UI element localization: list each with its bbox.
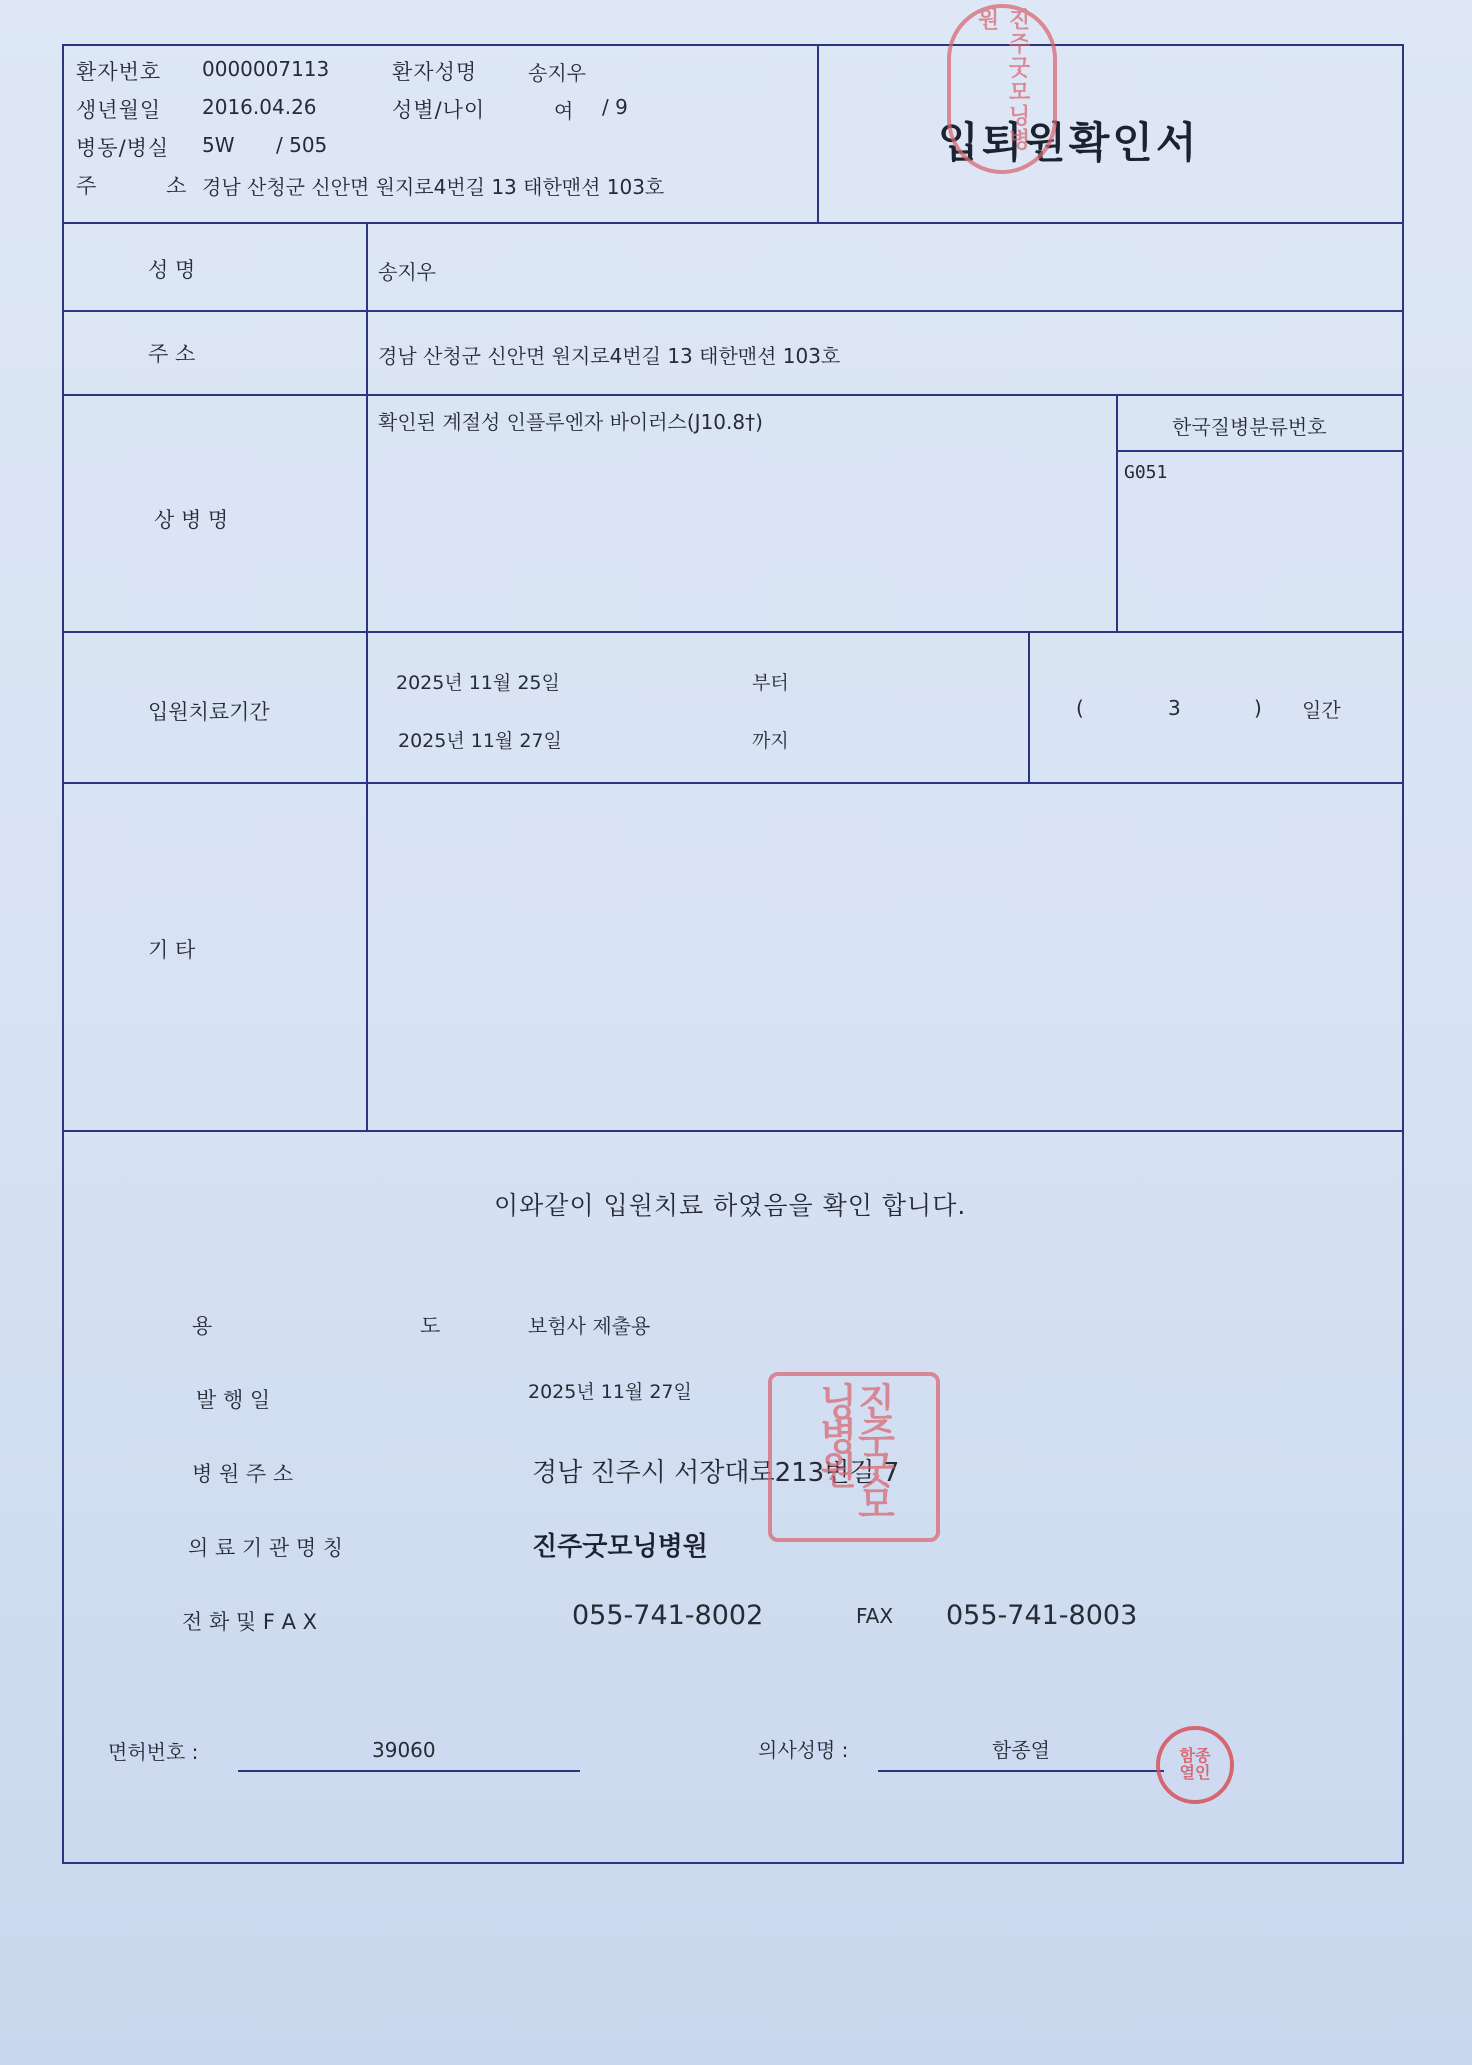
- days-suffix: 일간: [1302, 698, 1341, 722]
- hospital-seal-stamp: [768, 1372, 940, 1542]
- rule: [62, 1130, 1404, 1132]
- doctor-label: 의사성명 :: [758, 1738, 849, 1762]
- birth-label: 생년월일: [76, 98, 162, 122]
- from-date: 2025년 11월 25일: [396, 672, 560, 694]
- hospital-address-label: 병 원 주 소: [192, 1462, 294, 1486]
- disease-label: 상 병 명: [154, 508, 229, 532]
- name-label: 성 명: [148, 258, 196, 282]
- hospital-address: 경남 진주시 서장대로213번길 7: [532, 1458, 900, 1488]
- doctor-name: 함종열: [992, 1738, 1050, 1762]
- document-sheet: [62, 8, 1404, 1864]
- rule: [62, 310, 1404, 312]
- ward-label: 병동/병실: [76, 136, 170, 160]
- top-seal-text: 진주굿모닝병원: [974, 8, 1030, 152]
- license-underline: [238, 1770, 580, 1772]
- to-suffix: 까지: [752, 730, 789, 752]
- sex: 여: [554, 99, 574, 123]
- address-value: 경남 산청군 신안면 원지로4번길 13 태한맨션 103호: [378, 344, 841, 368]
- document-title: 입퇴원확인서: [938, 118, 1200, 167]
- days-value: 3: [1168, 696, 1181, 720]
- outer-border: [62, 44, 1404, 1864]
- ward: 5W: [202, 133, 235, 157]
- rule: [62, 631, 1404, 633]
- label-divider: [366, 222, 368, 1132]
- address-label-a: 주: [76, 174, 98, 198]
- patient-name: 송지우: [528, 61, 586, 85]
- patient-name-label: 환자성명: [392, 60, 478, 84]
- issue-date: 2025년 11월 27일: [528, 1381, 692, 1403]
- to-date: 2025년 11월 27일: [398, 730, 562, 752]
- rule: [62, 394, 1404, 396]
- name-value: 송지우: [378, 260, 436, 284]
- code-rule: [1116, 450, 1404, 452]
- purpose-label-b: 도: [420, 1314, 441, 1338]
- issue-date-label: 발 행 일: [196, 1388, 271, 1412]
- room: / 505: [276, 133, 328, 157]
- purpose-label-a: 용: [192, 1314, 213, 1338]
- patient-no: 0000007113: [202, 57, 330, 81]
- code-divider: [1116, 394, 1118, 632]
- doctor-seal-text: 함종열인: [1179, 1746, 1211, 1782]
- address-label-b: 소: [166, 174, 188, 198]
- from-suffix: 부터: [752, 672, 789, 694]
- birth-date: 2016.04.26: [202, 95, 317, 119]
- days-divider: [1028, 631, 1030, 783]
- fax-label: FAX: [856, 1604, 894, 1628]
- rule: [62, 222, 1404, 224]
- header-address: 경남 산청군 신안면 원지로4번길 13 태한맨션 103호: [202, 175, 665, 199]
- confirm-statement: 이와같이 입원치료 하였음을 확인 합니다.: [494, 1191, 967, 1220]
- hospital-seal-text: 진주굿모닝병원: [813, 1382, 895, 1518]
- days-close: ): [1254, 696, 1262, 720]
- top-seal-stamp: [947, 4, 1057, 174]
- etc-label: 기 타: [148, 938, 196, 962]
- age: / 9: [602, 95, 628, 119]
- code-label: 한국질병분류번호: [1172, 415, 1327, 439]
- patient-no-label: 환자번호: [76, 60, 162, 84]
- license-number: 39060: [372, 1738, 436, 1762]
- days-open: (: [1076, 696, 1084, 720]
- tel-number: 055-741-8002: [572, 1600, 764, 1631]
- hospital-name: 진주굿모닝병원: [532, 1532, 708, 1562]
- fax-number: 055-741-8003: [946, 1600, 1138, 1631]
- doctor-seal-stamp: [1156, 1726, 1234, 1804]
- disease-value: 확인된 계절성 인플루엔자 바이러스(J10.8†): [378, 410, 763, 434]
- sex-age-label: 성별/나이: [392, 98, 486, 122]
- code-value: G051: [1124, 462, 1168, 483]
- license-label: 면허번호 :: [108, 1740, 199, 1764]
- tel-fax-label: 전 화 및 F A X: [182, 1610, 318, 1634]
- period-label: 입원치료기간: [148, 700, 270, 724]
- purpose-value: 보험사 제출용: [528, 1314, 651, 1338]
- doctor-underline: [878, 1770, 1164, 1772]
- rule: [62, 782, 1404, 784]
- hospital-name-label: 의 료 기 관 명 칭: [188, 1536, 344, 1560]
- address-label: 주 소: [148, 342, 196, 366]
- header-divider: [817, 44, 819, 224]
